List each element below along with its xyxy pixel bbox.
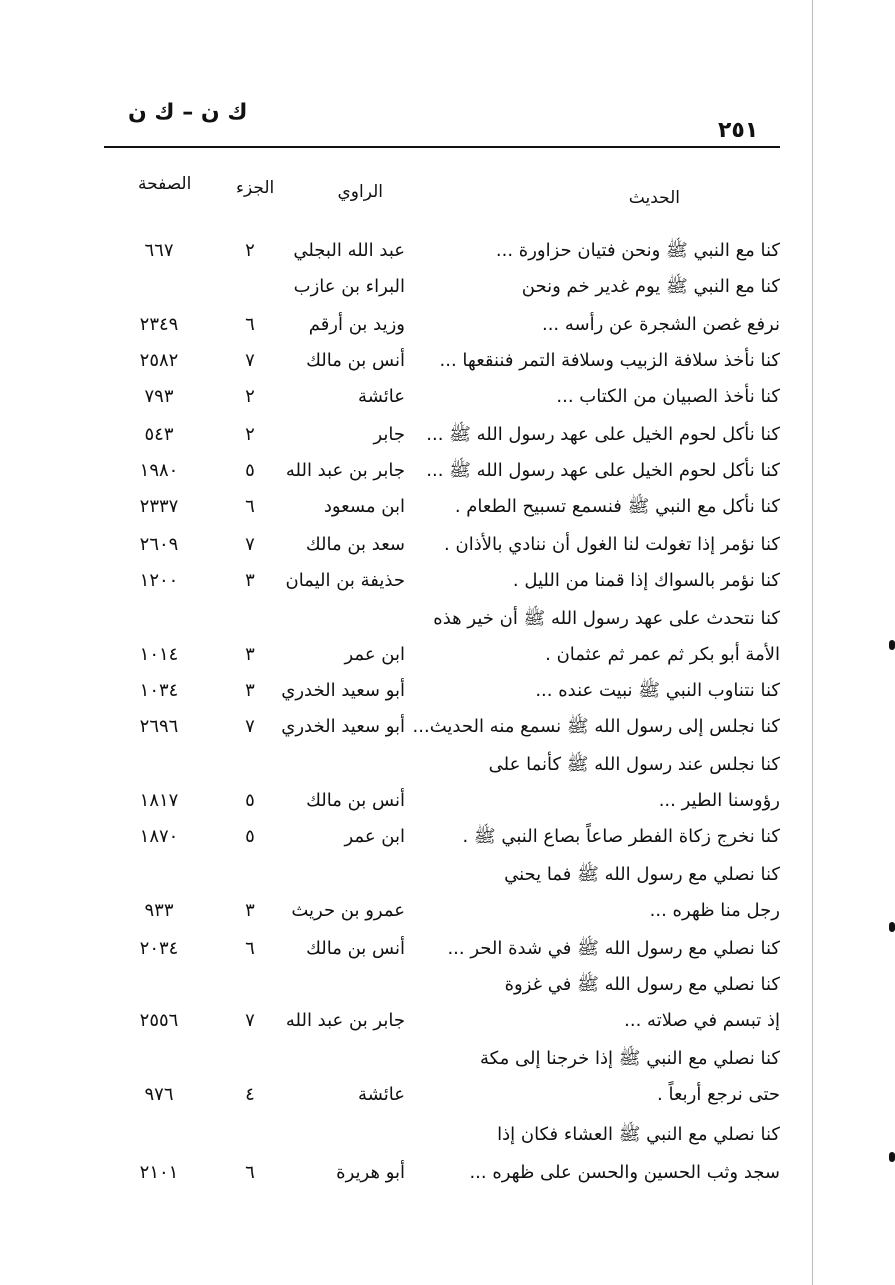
volume-number: ٧ — [245, 534, 255, 555]
hadith-text: كنا نؤمر بالسواك إذا قمنا من الليل . — [512, 570, 780, 591]
narrator-name: أبو سعيد الخدري — [281, 680, 405, 701]
narrator-name: أنس بن مالك — [306, 938, 405, 959]
page-reference: ١٨١٧ — [139, 790, 179, 811]
volume-number: ٢ — [245, 240, 255, 261]
table-row — [0, 420, 895, 456]
table-row — [0, 604, 895, 640]
volume-number: ٧ — [245, 350, 255, 371]
table-row — [0, 1044, 895, 1080]
table-row — [0, 1006, 895, 1042]
narrator-name: عبد الله البجلي — [293, 240, 405, 261]
page-reference: ١٨٧٠ — [139, 826, 179, 847]
narrator-name: جابر بن عبد الله — [285, 460, 405, 481]
narrator-name: ابن عمر — [344, 826, 405, 847]
table-row — [0, 310, 895, 346]
table-row — [0, 640, 895, 676]
table-row — [0, 346, 895, 382]
table-row — [0, 750, 895, 786]
page-reference: ٦٦٧ — [144, 240, 174, 261]
page-reference: ١٩٨٠ — [139, 460, 179, 481]
table-row — [0, 1080, 895, 1116]
volume-number: ٦ — [245, 314, 255, 335]
volume-number: ٢ — [245, 424, 255, 445]
hadith-text: كنا نصلي مع رسول الله ﷺ في غزوة — [504, 974, 780, 995]
page-reference: ١٢٠٠ — [139, 570, 179, 591]
page-reference: ٢٦٠٩ — [139, 534, 179, 555]
hadith-text: الأمة أبو بكر ثم عمر ثم عثمان . — [545, 644, 780, 665]
running-header: ك ن – ك ن — [128, 100, 248, 125]
hadith-text: كنا نأخذ الصبيان من الكتاب ... — [556, 386, 780, 407]
page-reference: ٢٥٨٢ — [139, 350, 179, 371]
page-reference: ٢٥٥٦ — [139, 1010, 179, 1031]
volume-number: ٦ — [245, 938, 255, 959]
table-row — [0, 822, 895, 858]
hadith-text: إذ تبسم في صلاته ... — [624, 1010, 780, 1031]
volume-number: ٣ — [245, 644, 255, 665]
volume-number: ٥ — [245, 460, 255, 481]
hadith-text: كنا نتناوب النبي ﷺ نبيت عنده ... — [535, 680, 780, 701]
narrator-name: وزيد بن أرقم — [308, 314, 405, 335]
volume-number: ٤ — [245, 1084, 255, 1105]
volume-number: ٣ — [245, 570, 255, 591]
hadith-text: كنا مع النبي ﷺ يوم غدير خم ونحن — [521, 276, 780, 297]
page-reference: ٥٤٣ — [144, 424, 174, 445]
volume-number: ٧ — [245, 1010, 255, 1031]
narrator-name: حذيفة بن اليمان — [285, 570, 405, 591]
table-row — [0, 970, 895, 1006]
volume-number: ٦ — [245, 1162, 255, 1183]
table-row — [0, 712, 895, 748]
volume-number: ٦ — [245, 496, 255, 517]
hadith-text: كنا نأخذ سلافة الزبيب وسلافة التمر فننقعها ... — [439, 350, 780, 371]
hadith-text: نرفع غصن الشجرة عن رأسه ... — [541, 314, 780, 335]
hadith-text: كنا نصلي مع النبي ﷺ العشاء فكان إذا — [497, 1124, 780, 1145]
table-row — [0, 1120, 895, 1156]
table-row — [0, 786, 895, 822]
hadith-text: حتى نرجع أربعاً . — [657, 1084, 780, 1105]
narrator-name: أنس بن مالك — [306, 790, 405, 811]
hadith-text: كنا نصلي مع رسول الله ﷺ في شدة الحر ... — [447, 938, 780, 959]
table-row — [0, 676, 895, 712]
narrator-name: عمرو بن حريث — [291, 900, 405, 921]
table-row — [0, 236, 895, 272]
hadith-text: رجل منا ظهره ... — [649, 900, 780, 921]
hadith-text: كنا نأكل مع النبي ﷺ فنسمع تسبيح الطعام . — [454, 496, 780, 517]
page-reference: ١٠٣٤ — [139, 680, 179, 701]
volume-number: ٥ — [245, 826, 255, 847]
page-reference: ٢٦٩٦ — [139, 716, 179, 737]
narrator-name: ابن عمر — [344, 644, 405, 665]
page-reference: ٢٠٣٤ — [139, 938, 179, 959]
hadith-text: كنا نؤمر إذا تغولت لنا الغول أن ننادي بالأذان . — [444, 534, 780, 555]
volume-number: ٣ — [245, 680, 255, 701]
column-header-page: الصفحة — [138, 174, 192, 194]
hadith-text: كنا مع النبي ﷺ ونحن فتيان حزاورة ... — [495, 240, 780, 261]
page-reference: ١٠١٤ — [139, 644, 179, 665]
table-row — [0, 456, 895, 492]
header-rule — [104, 146, 780, 148]
page-reference: ٢٣٤٩ — [139, 314, 179, 335]
hadith-text: رؤوسنا الطير ... — [658, 790, 780, 811]
narrator-name: جابر بن عبد الله — [285, 1010, 405, 1031]
hadith-text: كنا نجلس إلى رسول الله ﷺ نسمع منه الحديث... — [412, 716, 780, 737]
page-reference: ٩٧٦ — [144, 1084, 174, 1105]
narrator-name: أبو سعيد الخدري — [281, 716, 405, 737]
hadith-text: كنا نخرج زكاة الفطر صاعاً بصاع النبي ﷺ . — [462, 826, 780, 847]
column-header-narrator: الراوي — [337, 182, 383, 202]
narrator-name: عائشة — [358, 386, 405, 407]
table-row — [0, 1158, 895, 1194]
table-row — [0, 566, 895, 602]
narrator-name: أبو هريرة — [336, 1162, 405, 1183]
table-row — [0, 530, 895, 566]
page-number: ٢٥١ — [718, 118, 759, 143]
page-reference: ٢١٠١ — [139, 1162, 179, 1183]
volume-number: ٣ — [245, 900, 255, 921]
table-row — [0, 934, 895, 970]
table-row — [0, 860, 895, 896]
hadith-text: كنا نصلي مع النبي ﷺ إذا خرجنا إلى مكة — [480, 1048, 780, 1069]
hadith-text: سجد وثب الحسين والحسن على ظهره ... — [469, 1162, 780, 1183]
narrator-name: البراء بن عازب — [293, 276, 405, 297]
column-header-volume: الجزء — [236, 178, 275, 198]
table-row — [0, 272, 895, 308]
volume-number: ٧ — [245, 716, 255, 737]
narrator-name: سعد بن مالك — [305, 534, 405, 555]
hadith-text: كنا نأكل لحوم الخيل على عهد رسول الله ﷺ ... — [426, 424, 780, 445]
hadith-text: كنا نجلس عند رسول الله ﷺ كأنما على — [488, 754, 780, 775]
table-row — [0, 492, 895, 528]
table-row — [0, 382, 895, 418]
narrator-name: عائشة — [358, 1084, 405, 1105]
narrator-name: أنس بن مالك — [306, 350, 405, 371]
volume-number: ٢ — [245, 386, 255, 407]
hadith-text: كنا نتحدث على عهد رسول الله ﷺ أن خير هذه — [433, 608, 780, 629]
page-reference: ٢٣٣٧ — [139, 496, 179, 517]
volume-number: ٥ — [245, 790, 255, 811]
narrator-name: جابر — [373, 424, 405, 445]
page-reference: ٧٩٣ — [144, 386, 174, 407]
hadith-text: كنا نأكل لحوم الخيل على عهد رسول الله ﷺ ... — [426, 460, 780, 481]
hadith-text: كنا نصلي مع رسول الله ﷺ فما يحني — [504, 864, 780, 885]
column-header-hadith: الحديث — [628, 188, 680, 208]
page-reference: ٩٣٣ — [144, 900, 174, 921]
table-row — [0, 896, 895, 932]
narrator-name: ابن مسعود — [323, 496, 405, 517]
